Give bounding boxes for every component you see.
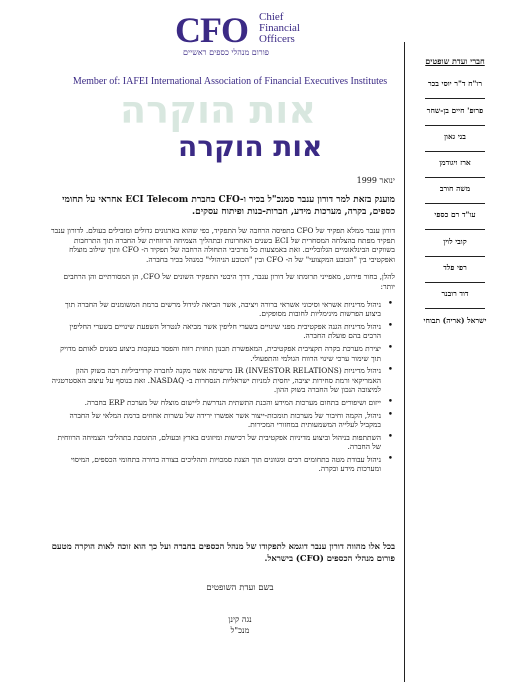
- logo-line-chief: Chief: [259, 11, 284, 23]
- judge-name: דוד רובנר: [441, 289, 469, 298]
- judge-name: עו"ד רם כספי: [434, 210, 476, 219]
- judge-name: פרופ' חיים בן-שחר: [426, 106, 484, 115]
- logo-cfo-text: CFO: [175, 10, 248, 50]
- logo-line-financial: Financial: [259, 22, 300, 34]
- judge-name: רפי פלד: [443, 263, 467, 272]
- list-item: • יצירת מערכת בקרה תקציבית אפקטיבית, המאפשרת תכנון תחזית רווח והפסד בעקבות ביצוע בשנים לאותם מדויק תוך שימור ערכי שינוי הרווח הגולמי והתפעולי.: [50, 344, 381, 363]
- divider: [425, 98, 485, 99]
- list-item: • ייזום ושיפורים בתחום מערכות המידע והכנת התשתית הנדרשת ליישום מוצלח של מערכת ERP בחברה.: [50, 398, 381, 408]
- main-body: [50, 194, 395, 477]
- list-item: • ניהול, הקמה וחיבור של מערכות תומכות-ייצור אשר אפשרו ירידה של עשרות אחוזים ברמת המלאי של החברה במקביל לעלייה המשמעותית במחזורי המכירות.: [50, 411, 381, 430]
- judge-name: ישראל (אריה) תבוחי: [423, 316, 487, 325]
- judge-name: רו"ח ד"ר יוסי בכר: [427, 79, 483, 88]
- document-date: ינואר 1999: [356, 176, 395, 185]
- judges-sidebar: [404, 42, 509, 682]
- paragraph-2: להלן, בחור פירוט, מאפייני תרומתו של דורון ענבר, דרך היבטי התפקיד השונים של CFO, הן המסורתיים והן הרחבים יותר:: [63, 272, 395, 291]
- divider: [425, 308, 485, 309]
- divider: [425, 125, 485, 126]
- judge-name: קובי לוין: [443, 237, 467, 246]
- divider: [425, 282, 485, 283]
- award-lead: מוענק בזאת למר דורון ענבר סמנכ"ל בכיר ו-CFO בחברת ECI Telecom אחראי על תחומי כספים, בקרה, מערכות מידע, חברות-בנות ופיתוח עסקים.: [62, 195, 395, 217]
- list-item: • ניהול עבודת מטה בתחומים רבים ומגוונים תוך הצגת סמכויות ותהליכים בצורה ברורה בתחומי הכספים, המיסוי ומערכות מידע ובקרה.: [50, 455, 381, 474]
- divider: [425, 229, 485, 230]
- membership-line: Member of: IAFEI International Association of Financial Executives Institutes: [72, 76, 388, 87]
- judge-name: בני גאון: [444, 132, 466, 141]
- page-title: אות הוקרה: [178, 130, 323, 163]
- judges-heading: חברי ועדת שופטים: [425, 56, 485, 66]
- paragraph-1: דורון ענבר ממלא תפקיד של CFO בתפיסה הרחבה של התפקיד, כפי שהוא בארגונים גדולים ומובילים בעולם. לדורון ענבר תפקיד מפתח בהצלחה המסחרית של ECI בשנים האחרונות ובתהליך הצמיחה הרווחית של החברה תוך התרחבות בשווקים הבינלאומיים הגלובליים. זאת באמצעות כל מרכיבי התחולה הרחבה של תפקיד ה- CFO ותוך שילוב מוצלח ואפקטיבי בין "הכובע המקצועי" של ה- CFO ובין "הכובע הניהולי" כמנהל בכיר בחברה.: [51, 226, 395, 264]
- contribution-list: [50, 300, 395, 475]
- divider: [425, 177, 485, 178]
- judge-name: ארז ויגודמן: [439, 158, 471, 167]
- divider: [425, 256, 485, 257]
- list-item: • ניהול מדיניות IR (INVESTOR RELATIONS) מרשימה אשר מקנה לחברה קרדיביליות רבה בשוק ההון האמריקאי ורמת סחירות יציבה, יחסית למניות ישראליות הנסחרות ב- NASDAQ. זאת בנוסף על עיצוב האסטרטגיה למיצובה הנכון של החברה בשוק ההון.: [50, 366, 381, 395]
- list-item: • ניהול מדיניות אשראי וסיכוני אשראי ברורה ויציבה, אשר הביאה לגידול מרשים ברמת המשומנים של החברה תוך ביצוע הפרשות מינימליות לחובות מסופקים.: [50, 300, 381, 319]
- divider: [425, 203, 485, 204]
- signer-name: נגה קינן: [228, 615, 252, 624]
- list-item: • ניהול מדיניות הגנה אפקטיבית מפני שינויים בשערי חליפין אשר מביאה לנטרול השפעת שינויים בשערי החליפין הרבים בהם פועלת החברה.: [50, 322, 381, 341]
- divider: [425, 151, 485, 152]
- committee-signoff: בשם ועדת השופטים: [206, 583, 274, 593]
- logo-tagline: [259, 12, 300, 45]
- signer-title: מנכ"ל: [230, 626, 250, 635]
- cfo-logo: [175, 10, 345, 60]
- judge-name: משה חורב: [439, 184, 471, 193]
- signature-block: [150, 614, 330, 636]
- logo-hebrew-text: פורום מנהלי כספים ראשיים: [183, 48, 269, 57]
- closing-statement: בכל אלו מהווה דורון ענבר דוגמא לתפקודו של מנהל הכספים בחברה ועל כך הוא זוכה לאות הוקרה מטעם פורום מנהלי הכספים (CFO) בישראל.: [51, 541, 395, 563]
- title-shadow: אות הוקרה: [120, 88, 317, 132]
- list-item: • השתתפות בניהול וביצוע מדיניות אפקטיבית של רכישות ומיזוגים בארץ ובעולם, התומכת בתהליכי הצמיחה הרווחית של החברה.: [50, 433, 381, 452]
- logo-line-officers: Officers: [259, 33, 295, 45]
